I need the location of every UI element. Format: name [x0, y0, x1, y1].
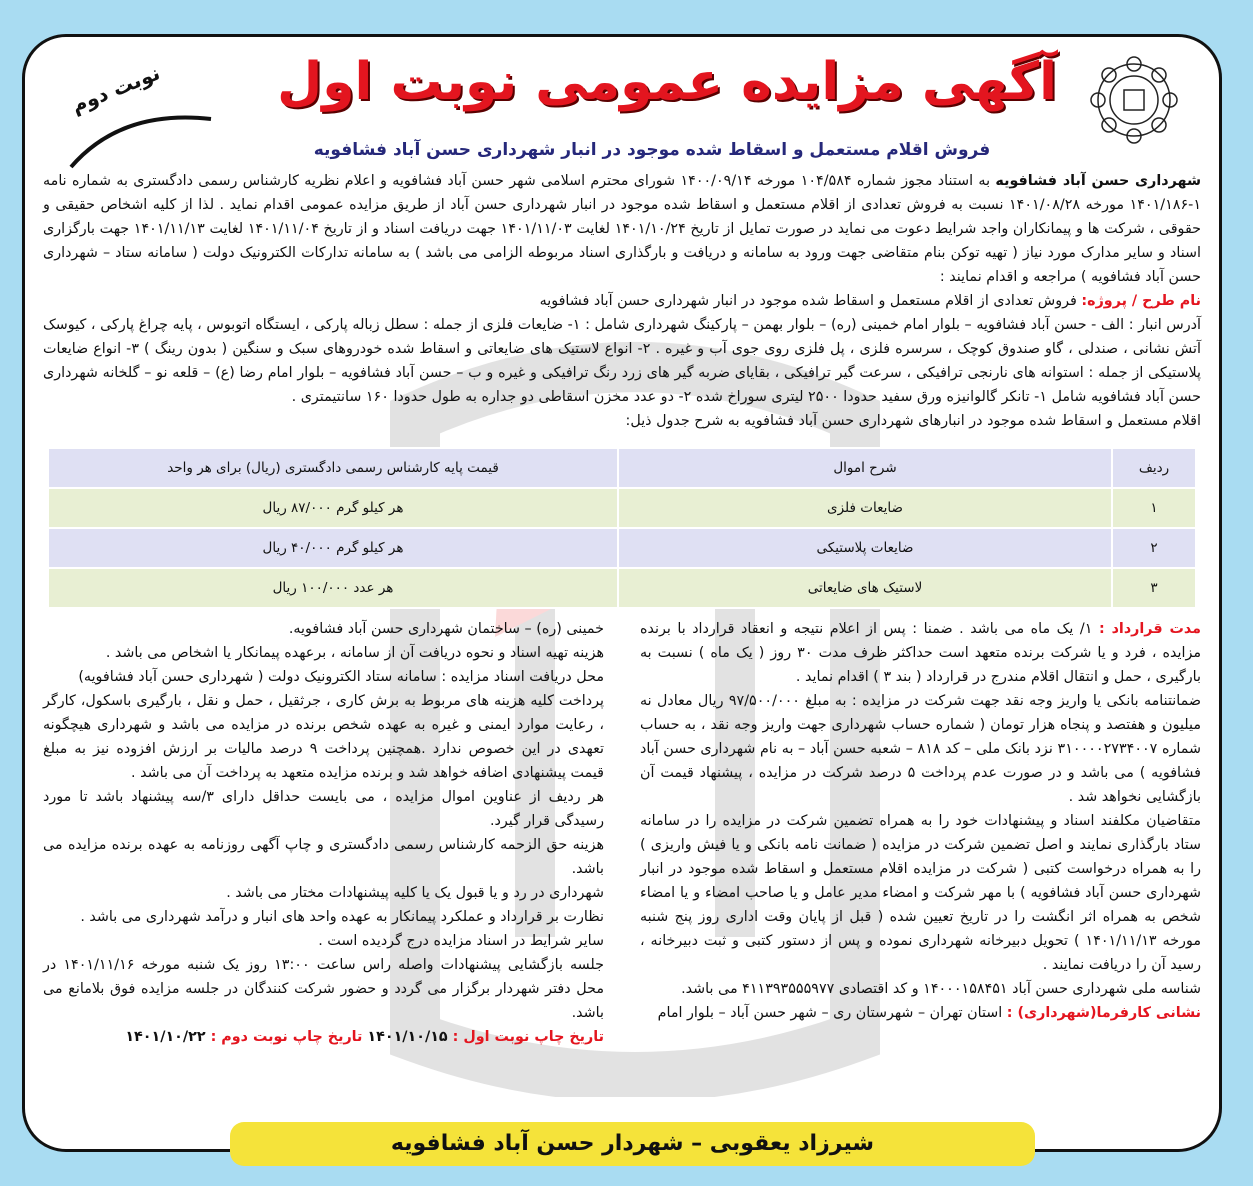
- address-continued: خمینی (ره) – ساختمان شهرداری حسن آباد فشافویه.: [288, 621, 604, 637]
- employer-address-label: نشانی کارفرما(شهرداری) :: [1006, 1005, 1201, 1021]
- intro-paragraph: [43, 169, 1201, 289]
- header-base-price: قیمت پایه کارشناس رسمی دادگستری (ریال) برای هر واحد: [48, 448, 618, 488]
- municipality-logo: [1089, 55, 1179, 145]
- condition-item: هزینه حق الزحمه کارشناس رسمی دادگستری و چاپ آگهی روزنامه به عهده برنده مزایده می باشد.: [43, 837, 604, 877]
- row-price: هر کیلو گرم ۴۰/۰۰۰ ریال: [48, 528, 618, 568]
- row-price: هر کیلو گرم ۸۷/۰۰۰ ریال: [48, 488, 618, 528]
- guarantee-paragraph: ضمانتنامه بانکی یا واریز وجه نقد جهت شرکت در مزایده : به مبلغ ۹۷/۵۰۰/۰۰۰ ریال معادل نه میلیون و هفتصد و پنجاه هزار تومان ( شماره حساب شهرداری جهت واریز وجه نقد ، به حساب شماره ۳۱۰۰۰۰۲۷۳۴۰۰۷ نزد بانک ملی – کد ۸۱۸ – شعبه حسن آباد – به نام شهرداری حسن آباد فشافویه ) می باشد و در صورت عدم پرداخت ۵ درصد شرکت در مزایده ، پیشنهاد قیمت آن بازگشایی نخواهد شد .: [640, 693, 1201, 805]
- notice-header: [43, 37, 1201, 169]
- opening-session: جلسه بازگشایی پیشنهادات واصله راس ساعت ۱۳:۰۰ روز یک شنبه مورخه ۱۴۰۱/۱۱/۱۶ در محل دفتر شهردار برگزار می گردد و حضور شرکت کنندگان در جلسه مزایده فوق بلامانع می باشد.: [43, 957, 605, 1021]
- condition-item: شهرداری در رد و یا قبول یک یا کلیه پیشنهادات مختار می باشد .: [226, 885, 604, 901]
- row-description: لاستیک های ضایعاتی: [618, 568, 1112, 608]
- condition-item: نظارت بر قرارداد و عملکرد پیمانکار به عهده واحد های انبار و درآمد شهرداری می باشد .: [80, 909, 604, 925]
- row-number: ۳: [1112, 568, 1196, 608]
- notice-title: آگهی مزایده عمومی نوبت اول: [277, 52, 1057, 112]
- intro-text: به استناد مجوز شماره ۱۰۴/۵۸۴ مورخه ۱۴۰۰/۰۹/۱۴ شورای محترم اسلامی شهر حسن آباد فشافویه و اعلام نظریه کارشناس رسمی دادگستری به شماره نامه ۱-۱۴۰۱/۱۸۶ مورخه ۱۴۰۱/۰۸/۲۸ نسبت به فروش تعدادی از اقلام مستعمل و اسقاط شده موجود در انبار شهرداری حسن آباد از طریق مزایده عمومی اقدام نماید . لذا از کلیه اشخاص حقیقی و حقوقی ، شرکت ها و پیمانکاران واجد شرایط دعوت می نماید در صورت تمایل از تاریخ ۱۴۰۱/۱۰/۲۴ لغایت ۱۴۰۱/۱۱/۰۳ جهت دریافت اسناد و از تاریخ ۱۴۰۱/۱۱/۰۴ لغایت ۱۴۰۱/۱۱/۱۳ جهت بارگزاری اسناد و سایر مدارک مورد نیاز ( تهیه توکن بنام متقاضی جهت ورود به سامانه و دریافت و بارگذاری اسناد مربوطه الزامی می باشد ) به سامانه تدارکات الکترونیک دولت ( سامانه ستاد – شهرداری حسن آباد فشافویه ) مراجعه و اقدام نمایند :: [43, 173, 1202, 285]
- row-number: ۱: [1112, 488, 1196, 528]
- row-price: هر عدد ۱۰۰/۰۰۰ ریال: [48, 568, 618, 608]
- auction-notice: [22, 34, 1222, 1152]
- first-print-date: ۱۴۰۱/۱۰/۱۵: [362, 1029, 453, 1045]
- table-row: [48, 488, 1196, 528]
- row-number: ۲: [1112, 528, 1196, 568]
- project-paragraph: [43, 289, 1201, 313]
- table-row: [48, 528, 1196, 568]
- items-table: [47, 447, 1197, 609]
- second-round-label: نوبت دوم: [67, 60, 164, 118]
- body-columns: [43, 617, 1201, 1049]
- mayor-signature: شیرزاد یعقوبی – شهردار حسن آباد فشافویه: [230, 1122, 1035, 1166]
- notice-subtitle: فروش اقلام مستعمل و اسقاط شده موجود در انبار شهرداری حسن آباد فشافویه: [313, 140, 991, 160]
- employer-address: [640, 1001, 1201, 1025]
- swoosh-decoration: [61, 99, 221, 169]
- row-description: ضایعات فلزی: [618, 488, 1112, 528]
- project-text: فروش تعدادی از اقلام مستعمل و اسقاط شده موجود در انبار شهرداری حسن آباد فشافویه: [539, 293, 1082, 309]
- right-column: [640, 617, 1201, 1049]
- left-column: [43, 617, 604, 1049]
- second-print-date: ۱۴۰۱/۱۰/۲۲: [125, 1029, 211, 1045]
- print-dates: [43, 1025, 604, 1049]
- header-row-number: ردیف: [1112, 448, 1196, 488]
- employer-address-text: استان تهران – شهرستان ری – شهر حسن آباد – بلوار امام: [657, 1005, 1007, 1021]
- intro-section: [43, 169, 1201, 433]
- condition-item: پرداخت کلیه هزینه های مربوط به برش کاری ، جرثقیل ، حمل و نقل ، بارگیری باسکول، کارگر ، رعایت موارد ایمنی و غیره به عهده شخص برنده در مزایده می باشد و شهرداری هیچگونه تعهدی در این خصوص ندارد .همچنین پرداخت ۹ درصد مالیات بر ارزش افزوده نیز به مبلغ قیمت پیشنهادی اضافه خواهد شد و برنده مزایده متعهد به پرداخت آن می باشد .: [43, 693, 605, 781]
- condition-item: محل دریافت اسناد مزایده : سامانه ستاد الکترونیک دولت ( شهرداری حسن آباد فشافویه): [78, 669, 604, 685]
- condition-item: سایر شرایط در اسناد مزایده درج گردیده است .: [318, 933, 604, 949]
- contract-text: ۱/ یک ماه می باشد . ضمنا : پس از اعلام نتیجه و انعقاد قرارداد با برنده مزایده ، فرد و یا شرکت برنده متعهد است حداکثر ظرف مدت ۳۰ روز ( یک ماه ) نسبت به بارگیری ، حمل و انتقال اقلام مندرج در قرارداد ( بند ۳ ) اقدام نماید .: [640, 621, 1201, 685]
- municipality-name: شهرداری حسن آباد فشافویه: [995, 173, 1202, 189]
- second-print-label: تاریخ چاپ نوبت دوم :: [210, 1029, 363, 1045]
- ids-paragraph: شناسه ملی شهرداری حسن آباد ۱۴۰۰۰۱۵۸۴۵۱ و کد اقتصادی ۴۱۱۳۹۳۵۵۵۹۷۷ می باشد.: [681, 981, 1201, 997]
- condition-item: هر ردیف از عناوین اموال مزایده ، می بایست حداقل دارای ۳/سه پیشنهاد باشد تا مورد رسیدگی قرار گیرد.: [43, 789, 604, 829]
- table-intro: اقلام مستعمل و اسقاط شده موجود در انبارهای شهرداری حسن آباد فشافویه به شرح جدول ذیل:: [625, 413, 1201, 429]
- row-description: ضایعات پلاستیکی: [618, 528, 1112, 568]
- header-description: شرح اموال: [618, 448, 1112, 488]
- contract-duration: [640, 617, 1201, 689]
- applicants-paragraph: متقاضیان مکلفند اسناد و پیشنهادات خود را به همراه تضمین شرکت در مزایده را در سامانه ستاد بارگذاری نمایند و اصل تضمین شرکت در مزایده ( ضمانت نامه بانکی و یا فیش واریزی ) را به همراه درخواست کتبی ( شرکت در مزایده اقلام مستعمل و اسقاط شده موجود در انبار شهرداری حسن آباد فشافویه ) با مهر شرکت و امضاء مدیر عامل و یا صاحب امضاء و یا امضاء شخص به همراه اثر انگشت را در تاریخ تعیین شده ( قبل از پایان وقت اداری روز پنج شنبه مورخه ۱۴۰۱/۱۱/۱۳ ) تحویل دبیرخانه شهرداری نموده و پس از دستور کتبی و ثبت دبیرخانه ، رسید آن را دریافت نمایند .: [640, 813, 1201, 973]
- project-label: نام طرح / پروژه:: [1081, 293, 1201, 309]
- table-row: [48, 568, 1196, 608]
- warehouse-address: آدرس انبار : الف - حسن آباد فشافویه – بلوار امام خمینی (ره) – بلوار بهمن – پارکینگ شهرداری شامل : ۱- ضایعات فلزی از جمله : سطل زباله پارکی ، ایستگاه اتوبوس ، پایه چراغ پارکی ، کیوسک آتش نشانی ، صندلی ، گاو صندوق کوچک ، سرسره فلزی ، پل فلزی روی جوی آب و غیره . ۲- انواع لاستیک های ضایعاتی و اسقاط شده خودروهای سبک و سنگین ( بدون رینگ ) ۳- انواع ضایعات پلاستیکی از جمله : استوانه های نارنجی ترافیکی ، سرعت گیر ترافیکی ، بقایای ضربه گیر های زرد رنگ ترافیکی و غیره و ب – حسن آباد فشافویه – بلوار امام رضا (ع) – قلعه نو – گلخانه شهرداری حسن آباد فشافویه شامل ۱- تانکر گالوانیزه ورق سفید حدودا ۲۵۰۰ لیتری سوراخ شده ۲- دو عدد مخزن اسقاطی دو جداره به طول حدودا ۱۶۰ سانتیمتری .: [43, 317, 1201, 405]
- contract-label: مدت قرارداد :: [1098, 621, 1201, 637]
- table-header: [48, 448, 1196, 488]
- condition-item: هزینه تهیه اسناد و نحوه دریافت آن از سامانه ، برعهده پیمانکار یا اشخاص می باشد .: [105, 645, 604, 661]
- first-print-label: تاریخ چاپ نوبت اول :: [452, 1029, 604, 1045]
